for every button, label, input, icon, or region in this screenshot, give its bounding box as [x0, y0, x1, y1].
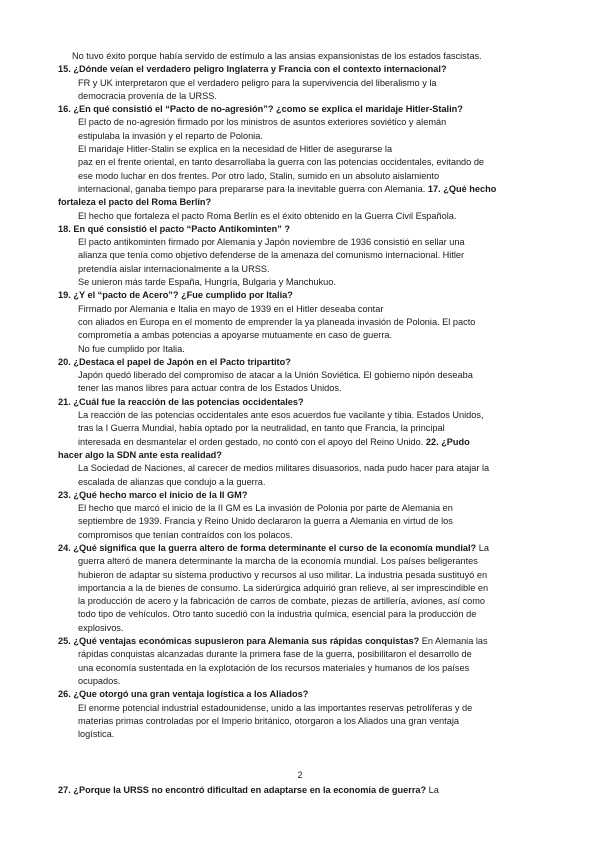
- answer-line: [58, 77, 546, 90]
- answer-line: [58, 303, 546, 316]
- question-number: 22.: [425, 436, 439, 447]
- answer-text: guerra alteró de manera determinante la marcha de la economía mundial. Los países beligerantes: [78, 556, 478, 567]
- question-heading: [58, 489, 546, 502]
- answer-text: alianza que tenía como objetivo defenderse de la amenaza del comunismo internacional. Hitler: [78, 250, 465, 261]
- answer-text: FR y UK interpretaron que el verdadero peligro para la supervivencia del liberalismo y la: [78, 77, 437, 88]
- answer-line: [58, 608, 546, 621]
- question-number: 26.: [58, 689, 71, 700]
- answer-line: [58, 476, 546, 489]
- question-text: ¿Qué hecho marco el inicio de la II GM?: [73, 489, 248, 500]
- answer-line: [58, 263, 546, 276]
- answer-line: [58, 170, 546, 183]
- answer-line: [58, 130, 546, 143]
- answer-line: [58, 422, 546, 435]
- answer-line: [58, 648, 546, 661]
- question-text: ¿Destaca el papel de Japón en el Pacto tripartito?: [73, 356, 291, 367]
- answer-text: hubieron de adaptar su sistema productivo y recursos al uso militar. La industria pesada sustituyó en: [78, 569, 488, 580]
- answer-line: [58, 329, 546, 342]
- question-text: ¿Qué hecho: [443, 183, 497, 194]
- answer-line: [58, 316, 546, 329]
- answer-text: El hecho que fortaleza el pacto Roma Berlín es el éxito obtenido en la Guerra Civil Española.: [78, 210, 457, 221]
- document-body: [58, 50, 546, 741]
- question-text: ¿Y el “pacto de Acero”? ¿Fue cumplido por Italia?: [73, 290, 293, 301]
- answer-line: [58, 143, 546, 156]
- question-text: ¿Porque la URSS no encontró dificultad en adaptarse en la economía de guerra?: [73, 785, 427, 795]
- answer-line: [58, 50, 546, 63]
- answer-line: [58, 728, 546, 741]
- answer-line: [58, 276, 546, 289]
- answer-text: internacional, ganaba tiempo para prepararse para la inevitable guerra con Alemania.: [78, 183, 426, 194]
- answer-text: escalada de alianzas que condujo a la guerra.: [78, 476, 266, 487]
- answer-text: interesada en desmantelar el orden gestado, no contó con el apoyo del Reino Unido.: [78, 436, 424, 447]
- answer-text: El enorme potencial industrial estadounidense, unido a las importantes reservas petrolíferas y de: [78, 702, 473, 713]
- answer-text: Firmado por Alemania e Italia en mayo de 1939 en el Hitler deseaba contar: [78, 303, 384, 314]
- answer-text: materias primas controladas por el Imperio británico, otorgaron a los Aliados una gran ventaja: [78, 715, 459, 726]
- question-number: 24.: [58, 542, 71, 553]
- question-heading: [58, 63, 546, 76]
- question-number: 16.: [58, 104, 71, 115]
- answer-text: La reacción de las potencias occidentales ante esos acuerdos fue vacilante y tibia. Estados Unidos,: [78, 410, 484, 421]
- answer-text: con aliados en Europa en el momento de emprender la ya planeada invasión de Polonia. El pacto: [78, 316, 476, 327]
- answer-text: la producción de acero y la fabricación de carros de combate, piezas de artillería, aviones, así como: [78, 596, 486, 607]
- answer-text: paz en el frente oriental, en tanto desarrollaba la guerra con las potencias occidentales, evitando de: [78, 157, 485, 168]
- answer-line: [58, 582, 546, 595]
- question-27: [58, 785, 546, 795]
- answer-line: [58, 156, 546, 169]
- answer-line: [58, 675, 546, 688]
- question-text: hacer algo la SDN ante esta realidad?: [58, 449, 222, 460]
- answer-line: [58, 369, 546, 382]
- answer-line: [58, 555, 546, 568]
- question-text: ¿Que otorgó una gran ventaja logística a los Aliados?: [73, 689, 309, 700]
- answer-text: No fue cumplido por Italia.: [78, 343, 185, 354]
- question-number: 25.: [58, 636, 71, 647]
- question-heading: [58, 223, 546, 236]
- answer-text: La: [426, 785, 439, 795]
- question-heading-continued: [58, 196, 546, 209]
- answer-text: La: [476, 542, 489, 553]
- question-with-answer: [58, 635, 546, 648]
- answer-text: El maridaje Hitler-Stalin se explica en la necesidad de Hitler de asegurarse la: [78, 144, 393, 155]
- question-heading: [58, 396, 546, 409]
- question-text: ¿En qué consistió el “Pacto de no-agresión”? ¿como se explica el maridaje Hitler-Stalin?: [73, 104, 463, 115]
- question-heading-continued: [58, 449, 546, 462]
- question-number: 21.: [58, 396, 71, 407]
- question-number: 27.: [58, 785, 71, 795]
- answer-line: [58, 502, 546, 515]
- question-text: En qué consistió el pacto “Pacto Antikominten” ?: [73, 223, 290, 234]
- answer-line: [58, 702, 546, 715]
- question-text: ¿Pudo: [441, 436, 470, 447]
- answer-line: [58, 343, 546, 356]
- answer-text: El pacto de no-agresión firmado por los ministros de asuntos exteriores soviético y alemán: [78, 117, 447, 128]
- answer-line: [58, 90, 546, 103]
- question-with-answer: [58, 542, 546, 555]
- answer-text: tener las manos libres para actuar contra de los Estados Unidos.: [78, 383, 342, 394]
- question-number: 19.: [58, 290, 71, 301]
- answer-text: ese modo luchar en dos frentes. Por otro lado, Stalin, sumido en un absoluto aislamiento: [78, 170, 440, 181]
- answer-line: [58, 116, 546, 129]
- question-text: ¿Qué significa que la guerra altero de forma determinante el curso de la economía mundial?: [73, 542, 477, 553]
- question-text: fortaleza el pacto del Roma Berlín?: [58, 197, 212, 208]
- answer-text: explosivos.: [78, 622, 124, 633]
- answer-text: No tuvo éxito porque había servido de estímulo a las ansias expansionistas de los estados fascistas.: [72, 51, 482, 61]
- question-heading: [58, 356, 546, 369]
- answer-line: [58, 409, 546, 422]
- answer-text: estipulaba la invasión y el reparto de Polonia.: [78, 130, 263, 141]
- question-number: 17.: [427, 183, 441, 194]
- question-number: 23.: [58, 489, 71, 500]
- question-number: 18.: [58, 223, 71, 234]
- answer-line-with-question: [58, 183, 546, 196]
- answer-line: [58, 715, 546, 728]
- question-heading: [58, 688, 546, 701]
- answer-text: rápidas conquistas alcanzadas durante la primera fase de la guerra, posibilitaron el desarrollo de: [78, 649, 472, 660]
- answer-text: compromisos que tenían contraídos con los polacos.: [78, 529, 293, 540]
- answer-text: ocupados.: [78, 675, 121, 686]
- answer-text: democracia provenía de la URSS.: [78, 90, 217, 101]
- answer-text: El hecho que marcó el inicio de la II GM es La invasión de Polonia por parte de Alemania en: [78, 503, 453, 514]
- answer-text: logística.: [78, 729, 115, 740]
- answer-line-with-question: [58, 436, 546, 449]
- answer-text: comprometía a ambas potencias a apoyarse mutuamente en caso de guerra.: [78, 330, 393, 341]
- answer-line: [58, 462, 546, 475]
- answer-line: [58, 622, 546, 635]
- answer-text: septiembre de 1939. Francia y Reino Unido declararon la guerra a Alemania en virtud de los: [78, 516, 453, 527]
- question-text: ¿Dónde veían el verdadero peligro Inglaterra y Francia con el contexto internacional?: [73, 64, 447, 75]
- question-heading: [58, 103, 546, 116]
- answer-line: [58, 249, 546, 262]
- answer-text: La Sociedad de Naciones, al carecer de medios militares disuasorios, nada pudo hacer para atajar la: [78, 463, 490, 474]
- page-number: 2: [297, 770, 303, 780]
- answer-line: [58, 236, 546, 249]
- answer-text: pretendía aislar internacionalmente a la URSS.: [78, 263, 270, 274]
- answer-text: importancia a la de bienes de consumo. La siderúrgica adquirió gran relieve, al ser imprescindible en: [78, 582, 489, 593]
- answer-line: [58, 515, 546, 528]
- question-heading: [58, 289, 546, 302]
- answer-text: El pacto antikominten firmado por Alemania y Japón noviembre de 1936 consistió en sellar una: [78, 237, 465, 248]
- question-number: 20.: [58, 356, 71, 367]
- answer-text: una economía sustentada en la explotación de los recursos materiales y humanos de los países: [78, 662, 470, 673]
- answer-line: [58, 569, 546, 582]
- answer-text: Japón quedó liberado del compromiso de atacar a la Unión Soviética. El gobierno nipón deseaba: [78, 370, 473, 381]
- answer-text: tras la I Guerra Mundial, había optado por la neutralidad, en tanto que Francia, la principal: [78, 423, 445, 434]
- answer-text: todo tipo de vehículos. Otro tanto sucedió con la industria química, esencial para la producción de: [78, 609, 477, 620]
- answer-line: [58, 662, 546, 675]
- answer-line: [58, 529, 546, 542]
- answer-line: [58, 210, 546, 223]
- question-number: 15.: [58, 64, 71, 75]
- question-text: ¿Cuál fue la reacción de las potencias occidentales?: [73, 396, 304, 407]
- answer-line: [58, 595, 546, 608]
- answer-text: Se unieron más tarde España, Hungría, Bulgaria y Manchukuo.: [78, 277, 336, 288]
- question-text: ¿Qué ventajas económicas supusieron para Alemania sus rápidas conquistas?: [73, 636, 420, 647]
- answer-text: En Alemania las: [419, 636, 488, 647]
- answer-line: [58, 382, 546, 395]
